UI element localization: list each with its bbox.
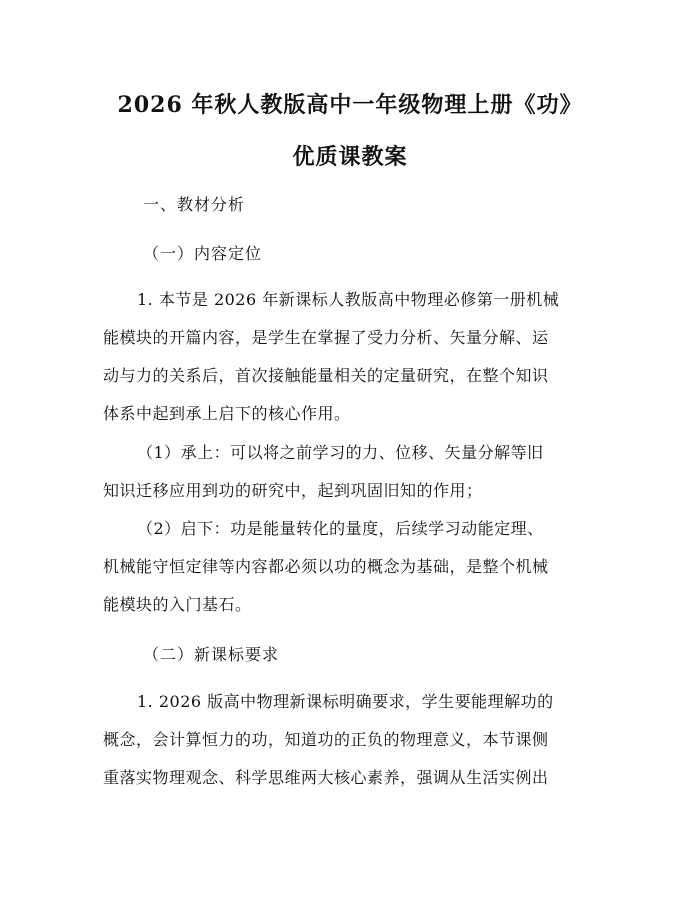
paragraph-1-line: 体系中起到承上启下的核心作用。 <box>103 404 351 423</box>
paragraph-3-line: （2）启下：功是能量转化的量度，后续学习动能定理、 <box>137 519 544 538</box>
paragraph-1-line: 1. 本节是 2026 年新课标人教版高中物理必修第一册机械 <box>137 290 560 309</box>
paragraph-2-line: （1）承上：可以将之前学习的力、位移、矢量分解等旧 <box>137 443 544 462</box>
section-heading-textbook-analysis: 一、教材分析 <box>143 195 246 214</box>
subsection-heading-new-curriculum: （二）新课标要求 <box>143 645 280 664</box>
paragraph-1 <box>103 281 600 433</box>
paragraph-4-line: 概念，会计算恒力的功，知道功的正负的物理意义，本节课侧 <box>103 730 549 749</box>
paragraph-4-line: 1. 2026 版高中物理新课标明确要求，学生要能理解功的 <box>137 692 554 711</box>
paragraph-2 <box>103 434 600 510</box>
document-title-line2: 优质课教案 <box>292 144 408 170</box>
paragraph-1-line: 动与力的关系后，首次接触能量相关的定量研究，在整个知识 <box>103 366 549 385</box>
paragraph-4 <box>103 683 600 797</box>
paragraph-3 <box>103 510 600 624</box>
paragraph-3-line: 能模块的入门基石。 <box>103 595 252 614</box>
paragraph-4-line: 重落实物理观念、科学思维两大核心素养，强调从生活实例出 <box>103 768 549 787</box>
document-title-line1: 2026 年秋人教版高中一年级物理上册《功》 <box>117 92 583 118</box>
paragraph-2-line: 知识迁移应用到功的研究中，起到巩固旧知的作用； <box>103 481 483 500</box>
paragraph-3-line: 机械能守恒定律等内容都必须以功的概念为基础，是整个机械 <box>103 557 549 576</box>
paragraph-1-line: 能模块的开篇内容，是学生在掌握了受力分析、矢量分解、运 <box>103 328 549 347</box>
subsection-heading-content-positioning: （一）内容定位 <box>143 244 263 263</box>
